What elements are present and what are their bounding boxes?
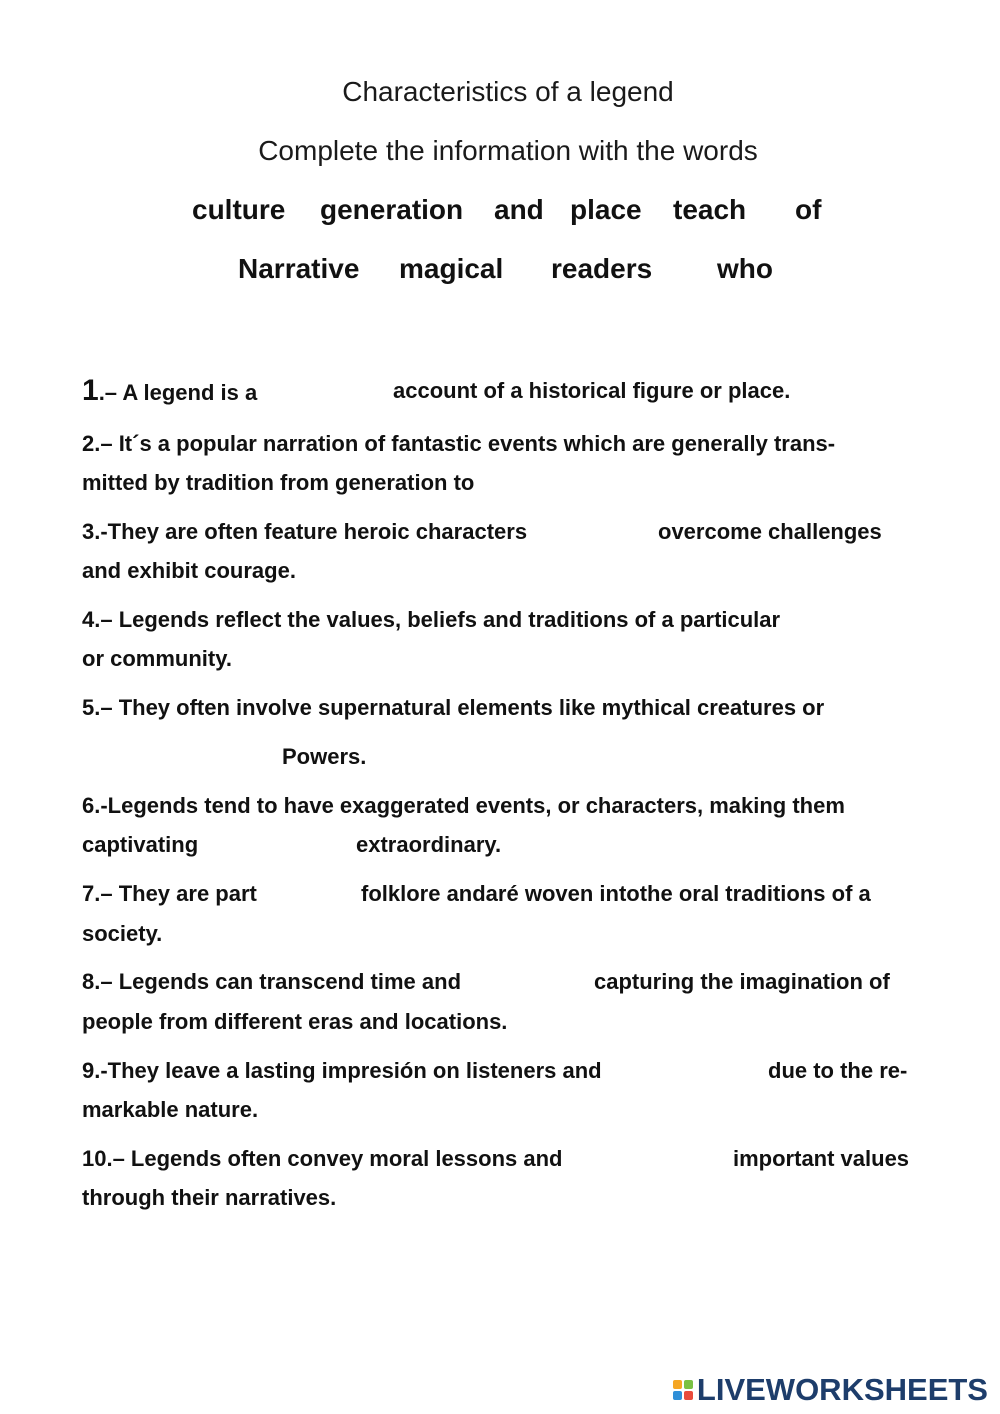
- word-place: place: [570, 194, 642, 225]
- item-1-text-b: account of a historical figure or place.: [393, 378, 791, 403]
- item-8-line-2: people from different eras and locations.: [82, 1009, 508, 1034]
- item-10-text-a: 10.– Legends often convey moral lessons and: [82, 1146, 563, 1171]
- item-9-text-b: due to the re-: [768, 1058, 908, 1083]
- item-7-text-b: folklore andaré woven intothe oral traditions of a: [361, 881, 871, 906]
- item-9-text-a: 9.-They leave a lasting impresión on listeners and: [82, 1058, 602, 1083]
- word-bank-row-2: [0, 253, 1000, 293]
- word-of: of: [795, 194, 822, 225]
- item-5-line-1: 5.– They often involve supernatural elements like mythical creatures or: [82, 695, 825, 720]
- word-narrative: Narrative: [238, 253, 360, 284]
- item-6-text-b: extraordinary.: [356, 832, 502, 857]
- item-3-text-b: overcome challenges: [658, 519, 882, 544]
- item-1-number: 1: [82, 374, 99, 407]
- item-1-text-a: [82, 374, 257, 408]
- instruction-text: Complete the information with the words: [258, 135, 758, 166]
- logo-square-1: [673, 1380, 682, 1389]
- item-7-line-2: society.: [82, 921, 163, 946]
- word-teach: teach: [673, 194, 747, 225]
- word-and: and: [494, 194, 544, 225]
- item-3-text-a: 3.-They are often feature heroic characters: [82, 519, 528, 544]
- item-4-line-2: or community.: [82, 646, 232, 671]
- item-7-text-a: 7.– They are part: [82, 881, 257, 906]
- item-6-text-a: captivating: [82, 832, 199, 857]
- logo-text: LIVEWORKSHEETS: [696, 1372, 988, 1407]
- liveworksheets-logo: [673, 1371, 988, 1409]
- word-who: who: [717, 253, 773, 284]
- item-8-text-a: 8.– Legends can transcend time and: [82, 969, 462, 994]
- item-4-line-1: 4.– Legends reflect the values, beliefs and traditions of a particular: [82, 607, 781, 632]
- logo-square-4: [684, 1391, 693, 1400]
- word-bank-row-1: [0, 194, 1000, 234]
- logo-mark-icon: [673, 1380, 693, 1400]
- word-generation: generation: [320, 194, 464, 225]
- item-1-prefix: .– A legend is a: [98, 380, 258, 405]
- item-9-line-2: markable nature.: [82, 1097, 259, 1122]
- item-2-line-1: 2.– It´s a popular narration of fantastic events which are generally trans-: [82, 431, 836, 456]
- page-title: Characteristics of a legend: [342, 76, 674, 107]
- item-3-line-2: and exhibit courage.: [82, 558, 296, 583]
- item-5-line-2: Powers.: [282, 744, 367, 769]
- word-magical: magical: [399, 253, 504, 284]
- logo-square-3: [673, 1391, 682, 1400]
- item-10-line-2: through their narratives.: [82, 1185, 337, 1210]
- item-2-line-2: mitted by tradition from generation to: [82, 470, 475, 495]
- item-6-line-1: 6.-Legends tend to have exaggerated events, or characters, making them: [82, 793, 845, 818]
- item-8-text-b: capturing the imagination of: [594, 969, 890, 994]
- word-culture: culture: [192, 194, 286, 225]
- item-10-text-b: important values: [733, 1146, 910, 1171]
- logo-square-2: [684, 1380, 693, 1389]
- word-readers: readers: [551, 253, 653, 284]
